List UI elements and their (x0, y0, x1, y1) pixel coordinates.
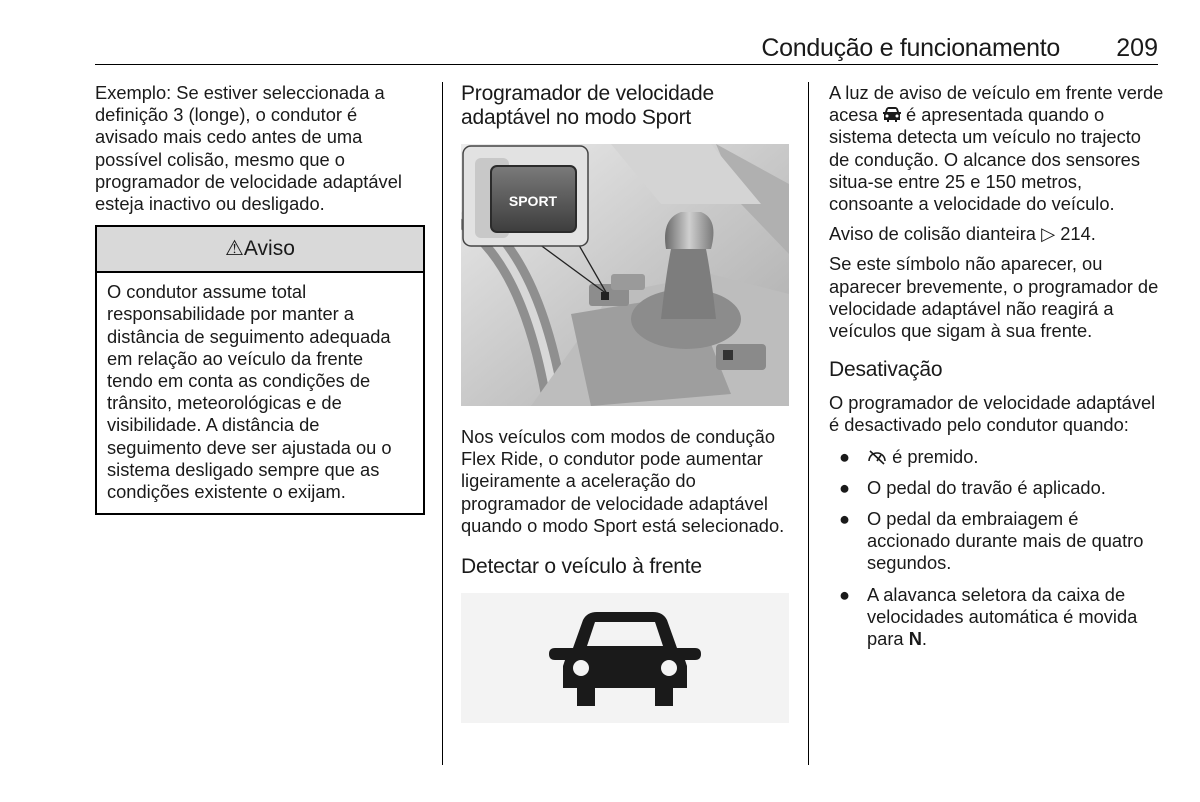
bullet-2-text: O pedal do travão é aplicado. (867, 476, 1106, 498)
warning-header (97, 227, 423, 273)
crossref-arrow-icon: ▷ (1041, 223, 1056, 245)
header-rule (95, 64, 1158, 65)
vehicle-ahead-illustration (461, 593, 789, 723)
column-divider-2 (808, 82, 809, 765)
column-2 (461, 82, 793, 723)
no-symbol-paragraph: Se este símbolo não aparecer, ou aparecer brevemente, o programador de velocidade adaptável não reagirá a veículos que sigam à sua frente. (829, 253, 1159, 342)
warning-body: O condutor assume total responsabilidade por manter a distância de seguimento adequada em relação ao veículo da frente tendo em conta as condições de trânsito, meteorológicas e de visibilidade. A distância de seguimento deve ser ajustada ou o sistema desligado sempre que as condições existente o exijam. (107, 281, 392, 503)
list-item (829, 508, 1164, 575)
crossref-text: Aviso de colisão dianteira (829, 223, 1036, 245)
sport-button-label: SPORT (508, 193, 558, 209)
warning-triangle-icon: ⚠ (225, 237, 244, 261)
warning-light-text-1: A luz de aviso de veículo em frente verde acesa (829, 82, 1164, 126)
column-divider-1 (442, 82, 443, 765)
page-number: 209 (1116, 34, 1158, 62)
heading-detect-vehicle: Detectar o veículo à frente (461, 555, 702, 579)
bullet-dot: ● (839, 508, 851, 530)
deactivation-list (829, 446, 1164, 651)
warning-light-paragraph (829, 82, 1164, 215)
bullet-4-text: A alavanca seletora da caixa de velocidades automática é movida para (867, 583, 1138, 650)
example-paragraph: Exemplo: Se estiver seleccionada a definição 3 (longe), o condutor é avisado mais cedo antes de uma possível colisão, mesmo que o programador de velocidade adaptável esteja inactivo ou desligado. (95, 82, 402, 215)
bullet-dot: ● (839, 476, 851, 498)
list-item (829, 584, 1164, 651)
bullet-dot: ● (839, 583, 851, 605)
bullet-3-text: O pedal da embraiagem é accionado durante mais de quatro segundos. (867, 508, 1144, 574)
list-item (829, 477, 1164, 499)
bullet-4-bold: N (908, 628, 922, 650)
warning-title: Aviso (243, 237, 295, 261)
heading-sport-mode: Programador de velocidade adaptável no modo Sport (461, 82, 714, 129)
page-header-title: Condução e funcionamento (761, 34, 1060, 62)
warning-light-text-2: é apresentada quando o sistema detecta um veículo no trajecto de condução. O alcance dos sensores situa-se entre 25 e 150 metros, consoante a velocidade do veículo. (829, 104, 1141, 215)
heading-deactivation: Desativação (829, 358, 943, 382)
vehicle-ahead-icon (545, 608, 705, 708)
column-3 (829, 82, 1164, 650)
list-item (829, 446, 1164, 468)
vehicle-ahead-small-icon (883, 107, 901, 123)
column-1 (95, 82, 425, 515)
bullet-dot: ● (839, 445, 851, 467)
sport-button-photo (461, 144, 789, 406)
bullet-4-end: . (921, 628, 927, 650)
warning-box (95, 225, 425, 515)
cruise-cancel-icon (867, 449, 887, 465)
deactivation-intro: O programador de velocidade adaptável é desactivado pelo condutor quando: (829, 392, 1156, 436)
sport-mode-paragraph: Nos veículos com modos de condução Flex Ride, o condutor pode aumentar ligeiramente a aceleração do programador de velocidade adaptável quando o modo Sport está selecionado. (461, 426, 785, 536)
bullet-1-text: é premido. (892, 445, 979, 467)
crossref-page-link[interactable]: 214. (1060, 223, 1096, 245)
crossref-paragraph (829, 223, 1164, 245)
